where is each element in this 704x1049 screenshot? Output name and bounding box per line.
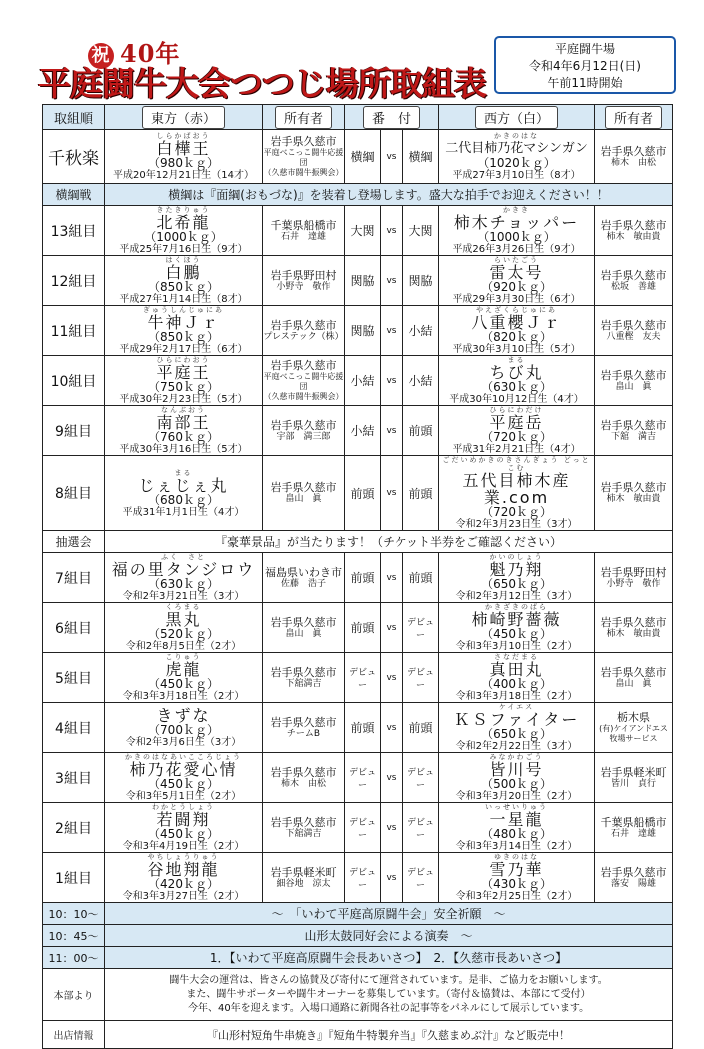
vs-mark: vs [381, 206, 403, 256]
rank-east: デビュー [345, 653, 381, 703]
rank-east: 前頭 [345, 703, 381, 753]
west-bull: いっせいりゅう 一星龍 （480ｋｇ） 令和3年3月14日生（2才） [439, 803, 595, 853]
east-owner: 千葉県船橋市 石井 達雄 [263, 206, 345, 256]
shop-row [43, 1021, 673, 1049]
row-label: 8組目 [43, 456, 105, 531]
rank-west: デビュー [403, 803, 439, 853]
east-owner: 岩手県野田村 小野寺 敬作 [263, 256, 345, 306]
east-owner: 岩手県久慈市 畠山 眞 [263, 456, 345, 531]
rank-east: 関脇 [345, 306, 381, 356]
yokozuna-note: 横綱は『面綱(おもづな)』を装着し登場します。盛大な拍手でお迎えください！！ [105, 184, 673, 206]
row-label: 3組目 [43, 753, 105, 803]
row-label: 6組目 [43, 603, 105, 653]
west-bull: ひらにわだけ 平庭岳 （720ｋｇ） 平成31年2月21日生（4才） [439, 406, 595, 456]
bout-table [42, 104, 673, 1049]
col-owner-west: 所有者 [595, 105, 673, 130]
col-owner-east: 所有者 [263, 105, 345, 130]
east-bull: くろまる 黒丸 （520ｋｇ） 令和2年8月5日生（2才） [105, 603, 263, 653]
east-owner: 岩手県久慈市 平庭べこっこ闘牛応援団 （久慈市闘牛振興会） [263, 130, 345, 184]
rank-west: 横綱 [403, 130, 439, 184]
rank-east: デビュー [345, 803, 381, 853]
bout-row [43, 853, 673, 903]
rank-west: デビュー [403, 653, 439, 703]
west-owner: 岩手県久慈市 松坂 善雄 [595, 256, 673, 306]
row-label: 1組目 [43, 853, 105, 903]
lottery-note: 『豪華景品』が当たります！（チケット半券をご確認ください） [105, 531, 673, 553]
row-label: 抽選会 [43, 531, 105, 553]
vs-mark: vs [381, 653, 403, 703]
west-bull: みなかわごう 皆川号 （500ｋｇ） 令和3年3月20日生（2才） [439, 753, 595, 803]
rank-east: 関脇 [345, 256, 381, 306]
bout-row [43, 356, 673, 406]
east-owner: 岩手県久慈市 畠山 眞 [263, 603, 345, 653]
col-banzuke: 番 付 [345, 105, 439, 130]
schedule-text: 1．【いわて平庭高原闘牛会長あいさつ】 2．【久慈市長あいさつ】 [105, 947, 673, 969]
row-label: 横綱戦 [43, 184, 105, 206]
east-bull: しらかばおう 白樺王 （980ｋｇ） 平成20年12月21日生（14才） [105, 130, 263, 184]
row-label: 7組目 [43, 553, 105, 603]
row-label: 12組目 [43, 256, 105, 306]
row-label: 2組目 [43, 803, 105, 853]
vs-mark: vs [381, 456, 403, 531]
east-owner: 岩手県久慈市 プレステック（株） [263, 306, 345, 356]
column-header-row [43, 105, 673, 130]
schedule-text: ～ 「いわて平庭高原闘牛会」安全祈願 ～ [105, 903, 673, 925]
east-bull: ぎゅうしんじゅにあ 牛神Ｊｒ （850ｋｇ） 平成29年2月17日生（6才） [105, 306, 263, 356]
row-label: 11組目 [43, 306, 105, 356]
honbu-row [43, 969, 673, 1021]
bout-row [43, 206, 673, 256]
vs-mark: vs [381, 803, 403, 853]
east-owner: 岩手県久慈市 チームB [263, 703, 345, 753]
east-owner: 岩手県久慈市 宇部 満三郎 [263, 406, 345, 456]
celebrate-seal: 祝 [88, 43, 114, 69]
east-owner: 岩手県久慈市 下舘満吉 [263, 803, 345, 853]
schedule-time: 11：00～ [43, 947, 105, 969]
row-label: 千秋楽 [43, 130, 105, 184]
rank-east: 前頭 [345, 553, 381, 603]
event-info-box [494, 36, 676, 94]
west-bull: やえざくらじゅにあ 八重櫻Ｊｒ （820ｋｇ） 平成30年3月10日生（5才） [439, 306, 595, 356]
bout-row [43, 406, 673, 456]
rank-west: 前頭 [403, 553, 439, 603]
east-owner: 福島県いわき市 佐藤 浩子 [263, 553, 345, 603]
east-owner: 岩手県久慈市 下舘満吉 [263, 653, 345, 703]
east-owner: 岩手県久慈市 柿木 由松 [263, 753, 345, 803]
west-owner: 岩手県久慈市 八重樫 友夫 [595, 306, 673, 356]
rank-east: 小結 [345, 356, 381, 406]
bout-row [43, 603, 673, 653]
schedule-row [43, 947, 673, 969]
rank-west: 関脇 [403, 256, 439, 306]
schedule-time: 10：10～ [43, 903, 105, 925]
vs-mark: vs [381, 853, 403, 903]
bout-row [43, 653, 673, 703]
west-bull: まる ちび丸 （630ｋｇ） 平成30年10月12日生（4才） [439, 356, 595, 406]
vs-mark: vs [381, 306, 403, 356]
row-label: 9組目 [43, 406, 105, 456]
vs-mark: vs [381, 256, 403, 306]
schedule-time: 10：45～ [43, 925, 105, 947]
west-bull: かきのはな 二代目柿乃花マシンガン （1020ｋｇ） 平成27年3月10日生（8才） [439, 130, 595, 184]
west-owner: 岩手県軽米町 皆川 貞行 [595, 753, 673, 803]
east-owner: 岩手県軽米町 細谷地 涼太 [263, 853, 345, 903]
east-bull: はくほう 白鵬 （850ｋｇ） 平成27年1月14日生（8才） [105, 256, 263, 306]
vs-mark: vs [381, 130, 403, 184]
vs-mark: vs [381, 603, 403, 653]
rank-east: デビュー [345, 853, 381, 903]
vs-mark: vs [381, 703, 403, 753]
rank-west: 大関 [403, 206, 439, 256]
rank-east: 前頭 [345, 603, 381, 653]
rank-west: 小結 [403, 306, 439, 356]
west-bull: ケイエス ＫＳファイター （650ｋｇ） 令和2年2月22日生（3才） [439, 703, 595, 753]
east-bull: ひらにわおう 平庭王 （750ｋｇ） 平成30年2月23日生（5才） [105, 356, 263, 406]
rank-west: 前頭 [403, 703, 439, 753]
vs-mark: vs [381, 406, 403, 456]
west-owner: 岩手県久慈市 柿木 由松 [595, 130, 673, 184]
rank-west: デビュー [403, 603, 439, 653]
vs-mark: vs [381, 553, 403, 603]
honbu-notes: 闘牛大会の運営は、皆さんの協賛及び寄付にて運営されています。是非、ご協力をお願いします。 また、闘牛サポーターや闘牛オーナーを募集しています。（寄付＆協賛は、本部にて受付） 今年、40年を迎えます。入場口通路に新聞各社の記事等をパネルにして展示しています。 [105, 969, 673, 1021]
bout-row [43, 256, 673, 306]
lottery-row [43, 531, 673, 553]
east-bull: やちしょうりゅう 谷地翔龍 （420ｋｇ） 令和3年3月27日生（2才） [105, 853, 263, 903]
row-label: 10組目 [43, 356, 105, 406]
west-owner: 岩手県久慈市 柿木 敏由貴 [595, 603, 673, 653]
rank-west: デビュー [403, 853, 439, 903]
west-owner: 栃木県 (有)ケイアンドエス 牧場サービス [595, 703, 673, 753]
vs-mark: vs [381, 356, 403, 406]
bout-row [43, 753, 673, 803]
vs-mark: vs [381, 753, 403, 803]
west-bull: らいたごう 雷太号 （920ｋｇ） 平成29年3月30日生（6才） [439, 256, 595, 306]
row-label: 出店情報 [43, 1021, 105, 1049]
schedule-text: 山形太鼓同好会による演奏 ～ [105, 925, 673, 947]
bout-row [43, 553, 673, 603]
anniversary-years: 40年 [120, 39, 181, 68]
west-owner: 千葉県船橋市 石井 達雄 [595, 803, 673, 853]
bout-row [43, 803, 673, 853]
east-bull: まる じぇじぇ丸 （680ｋｇ） 平成31年1月1日生（4才） [105, 456, 263, 531]
schedule-row [43, 903, 673, 925]
west-bull: ゆきのはな 雪乃華 （430ｋｇ） 令和3年2月25日生（2才） [439, 853, 595, 903]
row-label: 4組目 [43, 703, 105, 753]
east-bull: こりゅう 虎龍 （450ｋｇ） 令和3年3月18日生（2才） [105, 653, 263, 703]
col-west: 西方（白） [439, 105, 595, 130]
rank-east: 大関 [345, 206, 381, 256]
event-date: 令和4年6月12日(日) [529, 59, 641, 73]
west-bull: かきき 柿木チョッパー （1000ｋｇ） 平成26年3月26日生（9才） [439, 206, 595, 256]
east-bull: ふく さと 福の里タンジロウ （630ｋｇ） 令和2年3月21日生（3才） [105, 553, 263, 603]
west-owner: 岩手県野田村 小野寺 敬作 [595, 553, 673, 603]
bout-row [43, 306, 673, 356]
west-owner: 岩手県久慈市 畠山 眞 [595, 653, 673, 703]
col-east: 東方（赤） [105, 105, 263, 130]
bout-row [43, 703, 673, 753]
schedule-row [43, 925, 673, 947]
col-order: 取組順 [43, 105, 105, 130]
east-bull: かきのはなあいこころじょう 柿乃花愛心情 （450ｋｇ） 令和3年5月1日生（2才） [105, 753, 263, 803]
east-owner: 岩手県久慈市 平庭べこっこ闘牛応援団 （久慈市闘牛振興会） [263, 356, 345, 406]
west-owner: 岩手県久慈市 柿木 敏由貴 [595, 456, 673, 531]
west-bull: ごだいめかきのきさんぎょう どっとこむ 五代目柿木産業.com （720ｋｇ） 令和2年3月23日生（3才） [439, 456, 595, 531]
east-bull: きずな （700ｋｇ） 令和2年3月6日生（3才） [105, 703, 263, 753]
rank-west: デビュー [403, 753, 439, 803]
rank-west: 前頭 [403, 456, 439, 531]
west-bull: かいのしょう 魁乃翔 （650ｋｇ） 令和2年3月12日生（3才） [439, 553, 595, 603]
yokozuna-row [43, 184, 673, 206]
rank-west: 前頭 [403, 406, 439, 456]
west-bull: さなだまる 真田丸 （400ｋｇ） 令和3年3月18日生（2才） [439, 653, 595, 703]
page-title: 平庭闘牛大会つつじ場所取組表 [38, 64, 486, 103]
start-time: 午前11時開始 [547, 76, 623, 90]
shop-note: 『山形村短角牛串焼き』『短角牛特製弁当』『久慈まめぶ汁』など販売中！ [105, 1021, 673, 1049]
bout-row [43, 456, 673, 531]
west-bull: かきざきのばら 柿崎野薔薇 （450ｋｇ） 令和3年3月10日生（2才） [439, 603, 595, 653]
rank-west: 小結 [403, 356, 439, 406]
east-bull: わかとうしょう 若闘翔 （450ｋｇ） 令和3年4月19日生（2才） [105, 803, 263, 853]
rank-east: 小結 [345, 406, 381, 456]
senshuraku-row [43, 130, 673, 184]
row-label: 本部より [43, 969, 105, 1021]
west-owner: 岩手県久慈市 柿木 敏由貴 [595, 206, 673, 256]
east-bull: なんぶおう 南部王 （760ｋｇ） 平成30年3月16日生（5才） [105, 406, 263, 456]
east-bull: きたきりゅう 北希龍 （1000ｋｇ） 平成25年7月16日生（9才） [105, 206, 263, 256]
rank-east: デビュー [345, 753, 381, 803]
venue: 平庭闘牛場 [554, 42, 615, 56]
rank-east: 前頭 [345, 456, 381, 531]
west-owner: 岩手県久慈市 畠山 眞 [595, 356, 673, 406]
row-label: 13組目 [43, 206, 105, 256]
west-owner: 岩手県久慈市 落安 陽雄 [595, 853, 673, 903]
row-label: 5組目 [43, 653, 105, 703]
west-owner: 岩手県久慈市 下舘 満吉 [595, 406, 673, 456]
rank-east: 横綱 [345, 130, 381, 184]
header [0, 0, 704, 104]
